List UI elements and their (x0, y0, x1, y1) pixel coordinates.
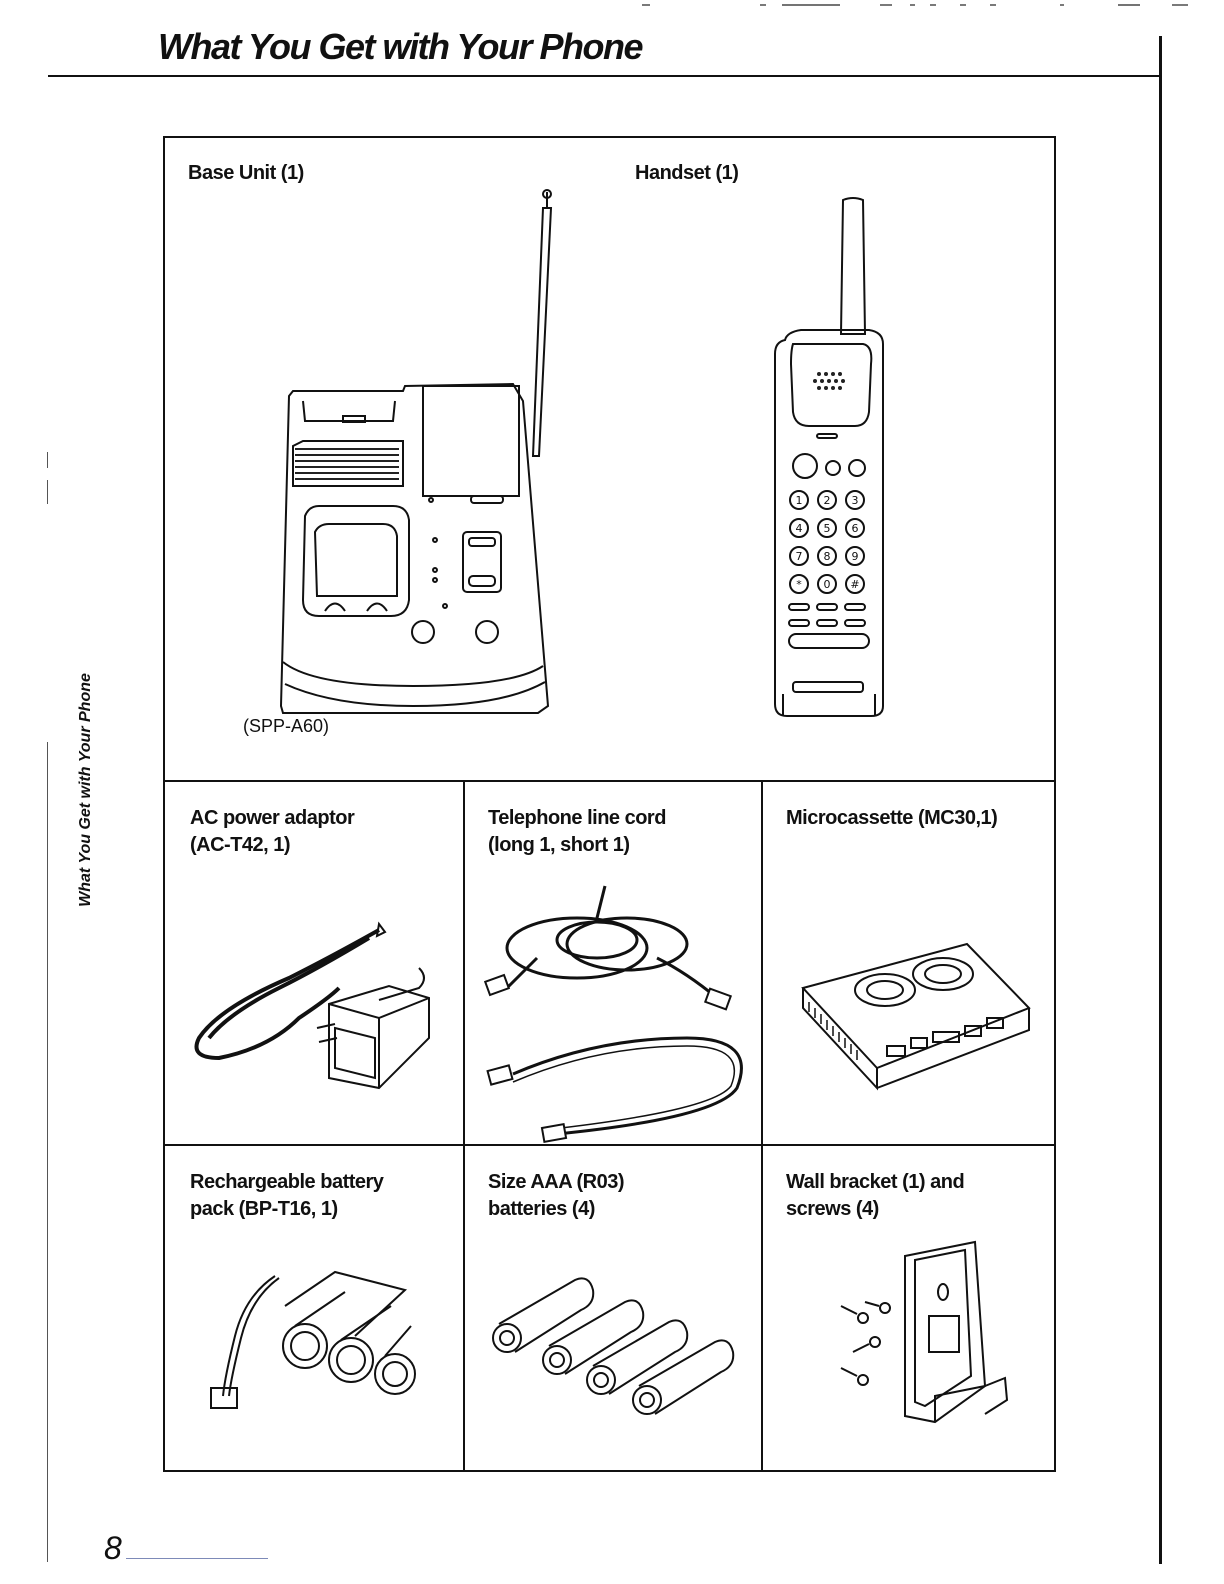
line-cord-label-line1: Telephone line cord (488, 807, 666, 829)
microcassette-label (786, 805, 997, 832)
aaa-batteries-illustration (485, 1266, 745, 1416)
handset-illustration (771, 194, 891, 724)
svg-text:4: 4 (795, 522, 803, 535)
svg-text:8: 8 (823, 550, 831, 563)
aaa-batteries-label-line1: Size AAA (R03) (488, 1171, 624, 1193)
grid-divider (165, 1144, 1054, 1146)
right-margin-rule (1159, 36, 1162, 1564)
svg-text:5: 5 (823, 522, 831, 535)
microcassette-illustration (797, 938, 1037, 1078)
page-title: What You Get with Your Phone (158, 26, 643, 67)
svg-text:2: 2 (823, 494, 831, 507)
left-margin-tick (47, 452, 48, 468)
battery-pack-label-line2: pack (BP-T16, 1) (190, 1198, 338, 1220)
wall-bracket-illustration (805, 1236, 1035, 1426)
aaa-batteries-label (488, 1169, 624, 1223)
grid-divider (165, 780, 1054, 782)
contents-box (163, 136, 1056, 1472)
left-margin-tick (47, 480, 48, 504)
line-cord-label-line2: (long 1, short 1) (488, 834, 630, 856)
svg-text:1: 1 (795, 494, 803, 507)
battery-pack-illustration (205, 1256, 415, 1416)
aaa-batteries-label-line2: batteries (4) (488, 1198, 595, 1220)
grid-divider (761, 780, 763, 1470)
battery-pack-label-line1: Rechargeable battery (190, 1171, 384, 1193)
ac-adaptor-label-line1: AC power adaptor (190, 807, 355, 829)
svg-text:#: # (850, 578, 860, 591)
title-underline (48, 75, 1160, 77)
ac-adaptor-label-line2: (AC-T42, 1) (190, 834, 291, 856)
handset-label: Handset (1) (635, 162, 739, 184)
wall-bracket-label (786, 1169, 964, 1223)
line-cord-label (488, 805, 666, 859)
page-number: 8 (104, 1530, 122, 1566)
wall-bracket-label-line2: screws (4) (786, 1198, 879, 1220)
ac-adaptor-illustration (179, 918, 441, 1088)
svg-text:*: * (796, 578, 802, 591)
svg-text:3: 3 (851, 494, 859, 507)
line-cord-illustration (477, 878, 757, 1128)
microcassette-label-line1: Microcassette (MC30,1) (786, 807, 998, 829)
svg-text:6: 6 (851, 522, 859, 535)
grid-divider (463, 780, 465, 1470)
svg-text:9: 9 (851, 550, 859, 563)
wall-bracket-label-line1: Wall bracket (1) and (786, 1171, 965, 1193)
ac-adaptor-label (190, 805, 354, 859)
base-unit-illustration (273, 186, 573, 726)
base-unit-label: Base Unit (1) (188, 162, 304, 184)
svg-text:0: 0 (823, 578, 831, 591)
svg-text:7: 7 (795, 550, 803, 563)
top-edge-marks (640, 2, 1200, 8)
footer-line (126, 1558, 268, 1559)
base-unit-model: (SPP-A60) (243, 716, 330, 736)
left-margin-rule (47, 742, 48, 1562)
side-running-header: What You Get with Your Phone (77, 673, 94, 907)
battery-pack-label (190, 1169, 383, 1223)
